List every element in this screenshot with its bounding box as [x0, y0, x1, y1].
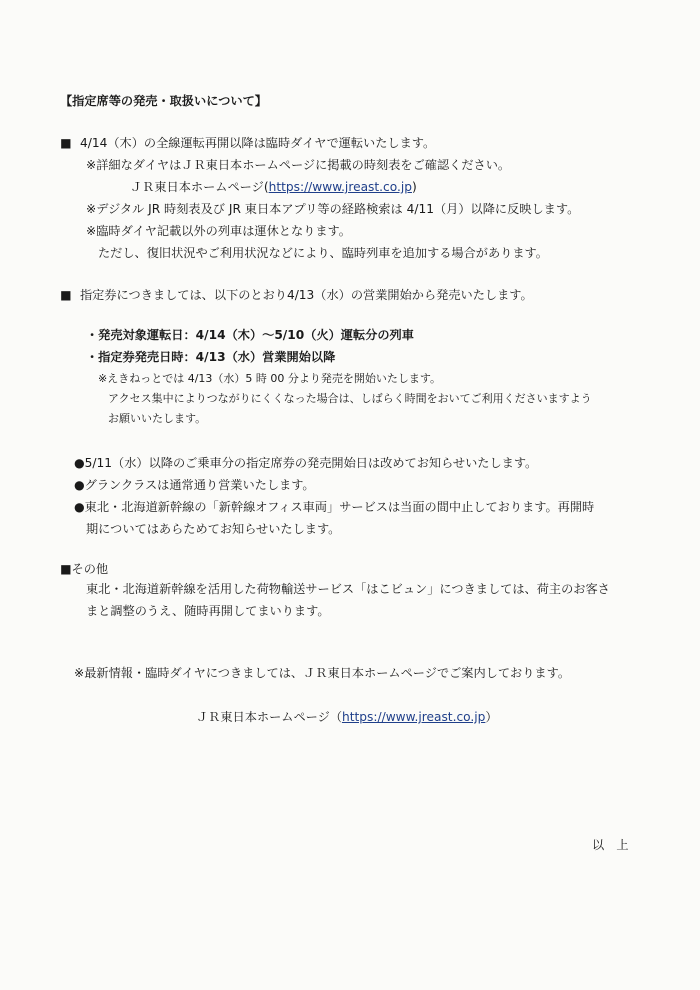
section3-item-1: ●5/11（水）以降のご乗車分の指定席券の発売開始日は改めてお知らせいたします。 [74, 456, 538, 470]
eki-note-1: ※えきねっとでは 4/13（水）5 時 00 分より発売を開始いたします。 [98, 372, 442, 385]
eki-note-2: アクセス集中によりつながりにくくなった場合は、しばらく時間をおいてご利用くださいますよう [108, 392, 592, 405]
latest-info-note: ※最新情報・臨時ダイヤにつきましては、ＪＲ東日本ホームページでご案内しております。 [74, 666, 571, 680]
footer-paren-open: （ [329, 710, 343, 724]
section2-bullet-2: ・指定券発売日時：4/13（水）営業開始以降 [86, 350, 336, 364]
section1-note-4: ただし、復旧状況やご利用状況などにより、臨時列車を追加する場合があります。 [98, 246, 548, 260]
section3-item-3-cont: 期についてはあらためてお知らせいたします。 [86, 522, 341, 536]
paren-open: ( [263, 180, 269, 194]
section1-note-1: ※詳細なダイヤはＪＲ東日本ホームページに掲載の時刻表をご確認ください。 [86, 158, 511, 172]
footer-homepage-link[interactable]: https://www.jreast.co.jp [342, 710, 486, 724]
section1-homepage [130, 178, 417, 196]
section1-note-2: ※デジタル JR 時刻表及び JR 東日本アプリ等の経路検索は 4/11（月）以降に反映します。 [86, 202, 580, 216]
section2-bullet-1: ・発売対象運転日：4/14（木）～5/10（火）運転分の列車 [86, 328, 414, 342]
section1-line: 4/14（木）の全線運転再開以降は臨時ダイヤで運転いたします。 [80, 136, 436, 150]
page-heading: 【指定席等の発売・取扱いについて】 [60, 94, 267, 108]
section2-marker: ■ [60, 288, 72, 302]
section1-note-3: ※臨時ダイヤ記載以外の列車は運休となります。 [86, 224, 351, 238]
section4-title: ■その他 [60, 562, 109, 576]
section1-marker: ■ [60, 136, 72, 150]
section4-line-2: まと調整のうえ、随時再開してまいります。 [86, 604, 330, 618]
eki-note-3: お願いいたします。 [108, 412, 207, 425]
homepage-label: ＪＲ東日本ホームページ [130, 180, 264, 194]
footer-homepage [196, 708, 498, 726]
section2-line: 指定券につきましては、以下のとおり4/13（水）の営業開始から発売いたします。 [80, 288, 533, 302]
paren-close: ) [411, 180, 417, 194]
end-mark: 以 上 [592, 838, 629, 852]
footer-homepage-label: ＪＲ東日本ホームページ [196, 710, 330, 724]
footer-paren-close: ） [485, 710, 498, 724]
section3-item-3: ●東北・北海道新幹線の「新幹線オフィス車両」サービスは当面の間中止しております。再開時 [74, 500, 595, 514]
homepage-link[interactable]: https://www.jreast.co.jp [268, 180, 412, 194]
section4-line-1: 東北・北海道新幹線を活用した荷物輸送サービス「はこビュン」につきましては、荷主のお客さ [86, 582, 610, 596]
section3-item-2: ●グランクラスは通常通り営業いたします。 [74, 478, 315, 492]
